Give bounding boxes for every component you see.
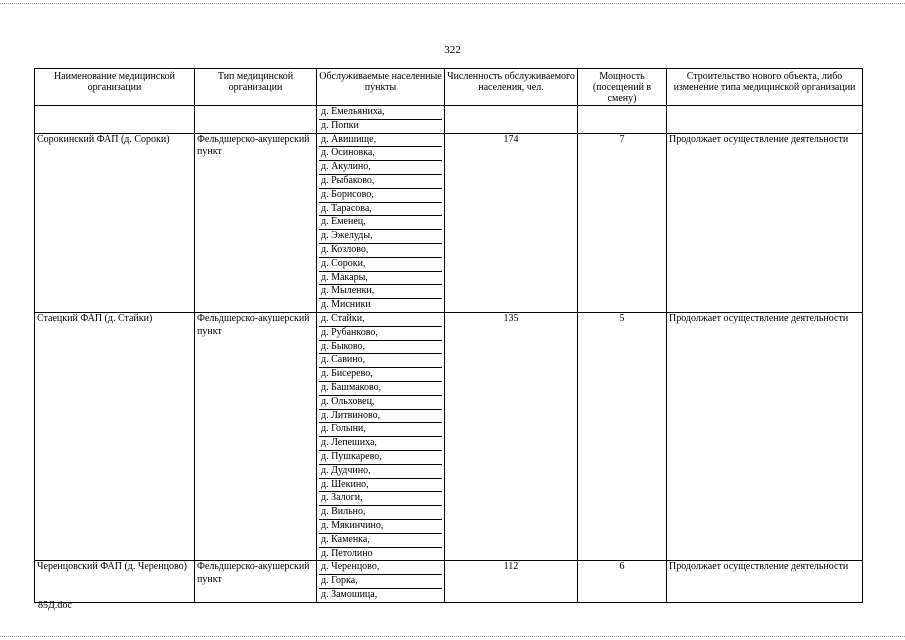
locality-item: д. Быково,: [319, 340, 442, 354]
locality-item: д. Мыленки,: [319, 284, 442, 298]
cell-name: Сорокинский ФАП (д. Сороки): [35, 133, 195, 312]
cell-localities: [317, 561, 445, 602]
locality-item: д. Пушкарево,: [319, 450, 442, 464]
locality-item: д. Тарасова,: [319, 202, 442, 216]
locality-item: д. Шекино,: [319, 478, 442, 492]
locality-item: д. Козлово,: [319, 243, 442, 257]
locality-item: д. Башмаково,: [319, 381, 442, 395]
locality-item: д. Лепешиха,: [319, 436, 442, 450]
table-row: [35, 312, 863, 560]
locality-item: д. Емельяниха,: [321, 106, 385, 117]
locality-item: д. Рубанково,: [319, 326, 442, 340]
cell-population: [445, 106, 578, 134]
table-row: [35, 133, 863, 312]
locality-item: д. Мякинчино,: [319, 519, 442, 533]
cell-type: Фельдшерско-акушерский пункт: [195, 133, 317, 312]
scan-bottom-border: [0, 636, 905, 637]
locality-item: д. Дудчино,: [319, 464, 442, 478]
cell-status: Продолжает осуществление деятельности: [667, 561, 863, 602]
facilities-table: [34, 68, 863, 603]
cell-localities: [317, 106, 445, 134]
locality-item: д. Эжелуды,: [319, 229, 442, 243]
locality-item: д. Авишище,: [321, 133, 377, 145]
cell-population: 112: [445, 561, 578, 602]
header-capacity: Мощность (посещений в смену): [578, 69, 667, 106]
cell-capacity: 7: [578, 133, 667, 312]
locality-item: д. Мисники: [319, 298, 442, 312]
header-population: Численность обслуживаемого населения, чел.: [445, 69, 578, 106]
locality-item: д. Петолино: [319, 547, 442, 561]
locality-item: д. Акулино,: [319, 160, 442, 174]
locality-item: д. Голыни,: [319, 422, 442, 436]
cell-capacity: 6: [578, 561, 667, 602]
header-type: Тип медицинской организации: [195, 69, 317, 106]
cell-name: [35, 106, 195, 134]
locality-item: д. Бисерево,: [319, 367, 442, 381]
locality-item: д. Литвиново,: [319, 409, 442, 423]
locality-item: д. Горка,: [319, 574, 442, 588]
cell-type: [195, 106, 317, 134]
cell-capacity: 5: [578, 312, 667, 560]
header-name: Наименование медицинской организации: [35, 69, 195, 106]
cell-status: Продолжает осуществление деятельности: [667, 133, 863, 312]
cell-name: Стаецкий ФАП (д. Стайки): [35, 312, 195, 560]
table-row: [35, 106, 863, 134]
locality-item: д. Сороки,: [319, 257, 442, 271]
locality-item: д. Замошица,: [319, 588, 442, 602]
cell-status: Продолжает осуществление деятельности: [667, 312, 863, 560]
cell-capacity: [578, 106, 667, 134]
document-filename: 85Д.doc: [38, 600, 72, 611]
cell-name: Черенцовский ФАП (д. Черенцово): [35, 561, 195, 602]
locality-item: д. Рыбаково,: [319, 174, 442, 188]
locality-item: д. Залоги,: [319, 491, 442, 505]
cell-localities: [317, 312, 445, 560]
header-status: Строительство нового объекта, либо изменение типа медицинской организации: [667, 69, 863, 106]
cell-population: 135: [445, 312, 578, 560]
table-row: [35, 561, 863, 602]
cell-population: 174: [445, 133, 578, 312]
cell-status: [667, 106, 863, 134]
locality-item: д. Каменка,: [319, 533, 442, 547]
locality-item: д. Савино,: [319, 353, 442, 367]
locality-item: д. Осиновка,: [319, 146, 442, 160]
cell-type: Фельдшерско-акушерский пункт: [195, 561, 317, 602]
locality-item: д. Стайки,: [321, 312, 365, 324]
locality-item: д. Еменец,: [319, 215, 442, 229]
locality-item: д. Черенцово,: [321, 561, 380, 573]
locality-item: д. Макары,: [319, 271, 442, 285]
page-number: 322: [444, 44, 461, 56]
table-header-row: [35, 69, 863, 106]
header-localities: Обслуживаемые населенные пункты: [317, 69, 445, 106]
locality-item: д. Ольховец,: [319, 395, 442, 409]
locality-item: д. Борисово,: [319, 188, 442, 202]
locality-item: д. Вильно,: [319, 505, 442, 519]
locality-item: д. Попки: [319, 119, 442, 133]
cell-localities: [317, 133, 445, 312]
cell-type: Фельдшерско-акушерский пункт: [195, 312, 317, 560]
scan-top-border: [0, 3, 905, 4]
